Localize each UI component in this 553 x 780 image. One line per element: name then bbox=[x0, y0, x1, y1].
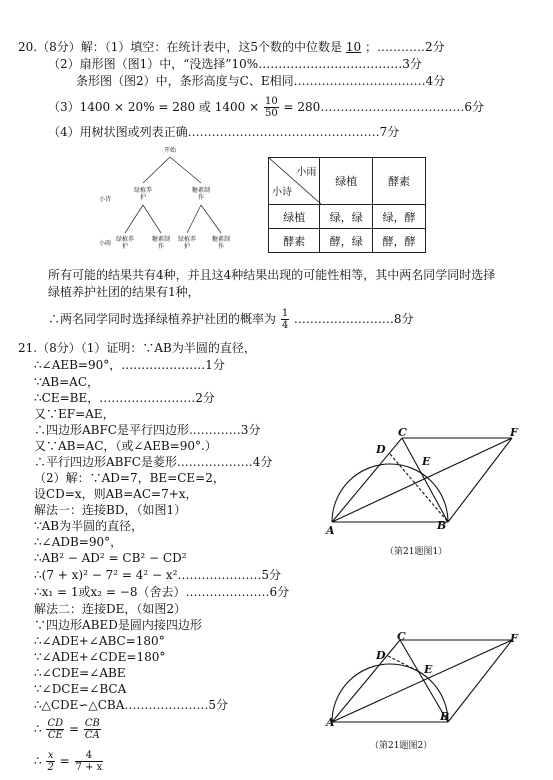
q20-line5: （4）用树状图或列表正确…………………………………………7分 bbox=[48, 125, 400, 139]
figure-1 bbox=[320, 410, 520, 540]
q20-para3: ∴两名同学同时选择绿植养护社团的概率为 $\frac{1}{4}$ .……………………8分 bbox=[48, 308, 414, 331]
q21-line5: 又∵EF=AE， bbox=[34, 407, 115, 421]
tree-leaf-1: 绿植养护 bbox=[115, 236, 134, 250]
fig1-point-d: D bbox=[376, 443, 386, 456]
table-header-col1: 绿植 bbox=[320, 158, 373, 205]
q21-ratio-line2: ∴ $\frac{x}{2}$ = $\frac{4}{7 + x}$ bbox=[34, 750, 103, 773]
table-cell: 酵，酵 bbox=[373, 229, 426, 253]
tree-node-b: 糖素制作 bbox=[191, 187, 210, 201]
q21-line21: ∴∠CDE=∠ABE bbox=[34, 666, 126, 680]
q21-line16: ∴x₁ = 1或x₂ = −8（舍去）…………………6分 bbox=[34, 585, 290, 599]
tree-level2-label: 小雨 bbox=[98, 240, 111, 247]
result-table bbox=[268, 157, 426, 253]
tree-level1-label: 小诗 bbox=[98, 196, 111, 203]
fig2-point-f: F bbox=[510, 632, 518, 645]
q21-line1: 21.（8分）（1）证明：∵AB为半圆的直径， bbox=[18, 341, 256, 355]
q20-para1: 所有可能的结果共有4种，并且这4种结果出现的可能性相等，其中两名同学同时选择 bbox=[48, 268, 496, 282]
tree-node-a: 绿植养护 bbox=[133, 187, 152, 201]
q21-line18: ∵四边形ABED是圆内接四边形 bbox=[34, 618, 202, 632]
q21-line11: 解法一：连接BD，（如图1） bbox=[34, 503, 187, 517]
tree-leaf-2: 糖素制作 bbox=[151, 236, 170, 250]
q20-line2: （2）扇形图（图1）中，“没选择”10%………………………………3分 bbox=[48, 57, 422, 71]
fig2-point-a: A bbox=[326, 716, 335, 729]
q20-para2: 绿植养护社团的结果有1种， bbox=[48, 285, 200, 299]
q21-ratio-line1: ∴ $\frac{CD}{CE}$ = $\frac{CB}{CA}$ bbox=[34, 718, 100, 741]
q21-line13: ∴∠ADB=90°， bbox=[34, 535, 123, 549]
q21-line6: ∴四边形ABFC是平行四边形.…………3分 bbox=[34, 423, 261, 437]
q21-fraction-cb-ca: $\frac{CB}{CA}$ bbox=[84, 718, 100, 741]
q21-line17: 解法二：连接DE，（如图2） bbox=[34, 602, 187, 616]
table-row-header-2: 酵素 bbox=[269, 229, 320, 253]
fig2-point-c: C bbox=[397, 630, 406, 643]
fig2-point-b: B bbox=[440, 710, 450, 723]
table-row-header-1: 绿植 bbox=[269, 205, 320, 229]
q21-line10: 设CD=x，则AB=AC=7+x， bbox=[34, 487, 198, 501]
tree-leaf-4: 糖素制作 bbox=[211, 236, 230, 250]
q21-line8: ∴平行四边形ABFC是菱形.………………4分 bbox=[34, 455, 273, 469]
tree-leaf-3: 绿植养护 bbox=[177, 236, 196, 250]
tree-root: 开始 bbox=[163, 147, 176, 154]
table-cell: 绿，绿 bbox=[320, 205, 373, 229]
fig2-point-e: E bbox=[424, 663, 433, 676]
table-header-col2: 酵素 bbox=[373, 158, 426, 205]
figure-2 bbox=[320, 622, 520, 752]
q21-line4: ∴CE=BE，……………………2分 bbox=[34, 391, 215, 405]
q21-line19: ∴∠ADE+∠ABC=180° bbox=[34, 634, 165, 648]
q21-line7: 又∵AB=AC，（或∠AEB=90°.） bbox=[34, 439, 217, 453]
q21-line23: ∴△CDE∽△CBA…………………5分 bbox=[34, 698, 229, 712]
table-cell: 绿，酵 bbox=[373, 205, 426, 229]
q20-line1: 20.（8分）解：（1）填空：在统计表中，这5个数的中位数是 10 ；…………2分 bbox=[18, 40, 445, 54]
fig1-point-a: A bbox=[326, 524, 335, 537]
q20-line4: （3）1400 × 20% = 280 或 1400 × $\frac{10}{50}$ = 280………………………………6分 bbox=[48, 96, 484, 119]
q21-line9: （2）解：∵AD=7，BE=CE=2， bbox=[34, 471, 225, 485]
q21-line3: ∵AB=AC， bbox=[34, 375, 100, 389]
q21-fraction-x-2: $\frac{x}{2}$ bbox=[47, 750, 54, 773]
q21-line22: ∵∠DCE=∠BCA bbox=[34, 682, 127, 696]
q21-line20: ∵∠ADE+∠CDE=180° bbox=[34, 650, 166, 664]
fig1-caption: （第21题图1） bbox=[385, 547, 448, 557]
q20-fraction: $\frac{10}{50}$ bbox=[264, 96, 278, 119]
fig1-point-b: B bbox=[437, 519, 447, 532]
q21-line15: ∴(7 + x)² − 7² = 4² − x²…………………5分 bbox=[34, 568, 282, 582]
q21-line2: ∴∠AEB=90°，…………………1分 bbox=[34, 358, 225, 372]
q20-line3: 条形图（图2）中，条形高度与C、E相同……………………………4分 bbox=[76, 74, 446, 88]
fig2-point-d: D bbox=[376, 649, 386, 662]
fig1-point-c: C bbox=[398, 426, 407, 439]
q20-median-answer: 10 bbox=[345, 40, 362, 54]
fig2-caption: （第21题图2） bbox=[370, 741, 433, 751]
fig1-point-f: F bbox=[510, 426, 518, 439]
q21-fraction-cd-ce: $\frac{CD}{CE}$ bbox=[47, 718, 64, 741]
q20-probability-fraction: $\frac{1}{4}$ bbox=[281, 308, 289, 331]
table-corner-cell: 小雨 小诗 bbox=[269, 158, 320, 205]
q21-fraction-4-7x: $\frac{4}{7 + x}$ bbox=[75, 750, 103, 773]
fig1-point-e: E bbox=[422, 455, 431, 468]
q21-line12: ∵AB为半圆的直径， bbox=[34, 519, 144, 533]
q21-line14: ∴AB² − AD² = CB² − CD² bbox=[34, 551, 187, 565]
table-cell: 酵，绿 bbox=[320, 229, 373, 253]
